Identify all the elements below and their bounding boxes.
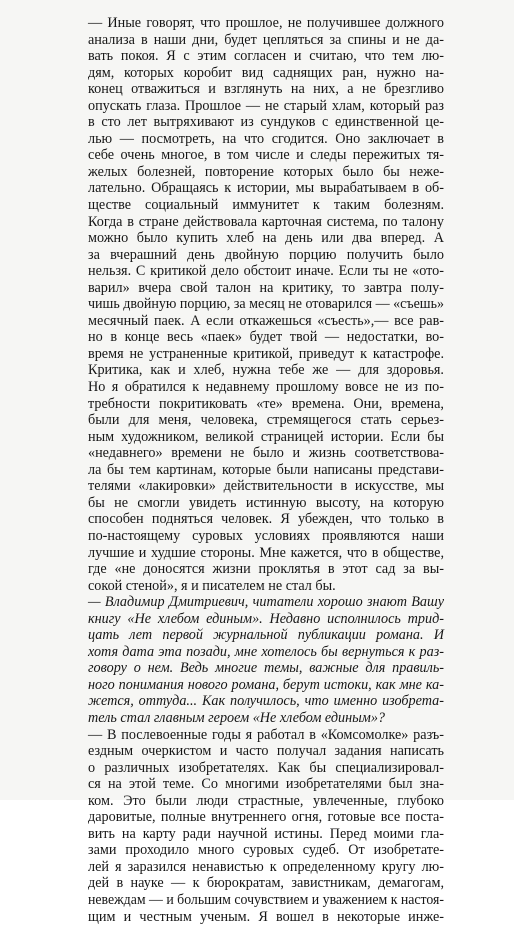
body-text-line: можно было купить хлеб на день или два вперед. А [88, 230, 444, 247]
body-text-line: чишь двойную порцию, за месяц не отоварился — «съешь» [88, 296, 444, 313]
interview-question-line: говору о нем. Ведь многие темы, важные для правиль- [88, 660, 445, 677]
body-text-line: за вчерашний день двойную порцию получить было [88, 246, 445, 263]
interview-question-line: цать лет первой журнальной публикации романа. И [88, 627, 444, 644]
body-text-line: нельзя. С критикой дело обстоит иначе. Если ты не «ото- [88, 263, 444, 280]
body-text-line: где «не доносятся жизни проклятья в этот сад за вы- [88, 561, 444, 578]
body-text-line: невеждам — и большим сочувствием и уважением к настоя- [88, 891, 445, 908]
body-text-line: Но я обратился к недавнему прошлому вовсе не из по- [88, 379, 444, 396]
interview-question-line: ного понимания нового романа, берут истоки, как мне ка- [88, 676, 444, 693]
body-text-line: требности покритиковать «те» времена. Они, времена, [88, 395, 444, 412]
interview-question-line: тель стал главным героем «Не хлебом единым»? [88, 709, 386, 726]
body-text-line: ществе социальный иммунитет к таким болезням. [88, 197, 444, 214]
body-text-line: ся на этой теме. Со многими изобретателями был зна- [88, 776, 444, 793]
body-text-line: — Иные говорят, что прошлое, не получившее должного [88, 15, 444, 31]
body-text-line: Когда в стране действовала карточная система, по талону [88, 213, 444, 230]
interview-question-line: — Владимир Дмитриевич, читатели хорошо знают Вашу [88, 594, 444, 611]
body-text-line: сокой стеной», я и писателем не стал бы. [88, 577, 336, 594]
interview-question-line: жется, оттуда... Как получилось, что именно изобрета- [88, 693, 444, 710]
interview-question-line: хотя дата эта позади, мне хотелось бы вернуться к раз- [88, 643, 444, 660]
body-text-line: ла бы тем картинам, которые были написаны представи- [88, 461, 444, 478]
body-text-line: лью — посмотреть, на что сгодится. Оно заключает в [88, 130, 444, 147]
body-text-line: конец отважиться и взглянуть на них, а не брезгливо [88, 81, 444, 98]
body-text-line: вать покоя. Я с этим согласен и считаю, что тем лю- [88, 48, 445, 65]
body-text-line: «недавнего» времени не было и жизнь соответствова- [88, 445, 444, 462]
body-text-line: опускать глаза. Прошлое — не старый хлам, который раз [88, 97, 444, 114]
body-text-line: лучшие и худшие стороны. Мне кажется, что в обществе, [88, 544, 444, 561]
body-text-line: по-настоящему суровых условиях проявляются наши [88, 527, 444, 544]
body-text-line: о различных изобретателях. Как бы специализировал- [88, 759, 444, 776]
interview-question-line: книгу «Не хлебом единым». Недавно исполнилось трид- [88, 610, 444, 627]
body-text-line: даровитые, полные внутреннего огня, готовые все постa- [88, 809, 444, 826]
body-text-line: ным художником, великой страницей истории. Если бы [88, 428, 445, 445]
body-text-line: желых болезней, повторение которых было бы нежe- [88, 163, 444, 180]
body-text-line: телями «лакировки» действительности в искусстве, мы [88, 478, 444, 495]
body-text-line: время не устраненные критикой, приведут к катастрофе. [88, 345, 444, 362]
body-text-line: но в конце весь «паек» будет твой — недостатки, во- [88, 329, 444, 346]
body-text-line: дей в науке — к бюрократам, завистникам, демагогам, [88, 875, 444, 892]
body-text-line: вить на карту ради научной истины. Перед моими гла- [88, 825, 444, 842]
body-text-line: дям, которых коробит вид саднящих ран, нужно на- [88, 64, 444, 81]
body-text-line: способен подняться человек. Я убежден, что только в [88, 511, 445, 528]
body-text-line: в сто лет вытряхивают из сундуков с единственной це- [88, 114, 444, 131]
body-text-line: ездным очеркистом и часто получал задания написать [88, 743, 444, 760]
body-text-line: месячный паек. А если откажешься «съесть»,— все рав- [88, 312, 444, 329]
body-text-line: — В послевоенные годы я работал в «Комсомолке» разъ- [88, 726, 444, 743]
body-text-line: зами проходило много суровых судеб. От изобретате- [88, 842, 444, 859]
body-text-line: ком. Это были люди страстные, увлеченные, глубоко [88, 792, 444, 809]
text-column [88, 15, 444, 925]
body-text-line: Критика, как и хлеб, нужна тебе же — для здоровья. [88, 362, 444, 379]
body-text-line: щим и честным ученым. Я вошел в некоторые инже- [88, 908, 444, 925]
body-text-line: лательно. Обращаясь к истории, мы вырабатываем в об- [88, 180, 444, 197]
body-text-line: анализа в наши дни, будет цепляться за спины и не да- [88, 31, 444, 48]
body-text-line: были для меня, человека, стремящегося стать серьез- [88, 412, 444, 429]
body-text-line: лей я заразился ненавистью к определенному кругу лю- [88, 858, 444, 875]
body-text-line: бы не смогли увидеть истинную высоту, на которую [88, 494, 444, 511]
body-text-line: себе очень многое, в том числе и следы пережитых тя- [88, 147, 444, 164]
body-text-line: варил» вчера свой талон на критику, то завтра полу- [88, 279, 445, 296]
